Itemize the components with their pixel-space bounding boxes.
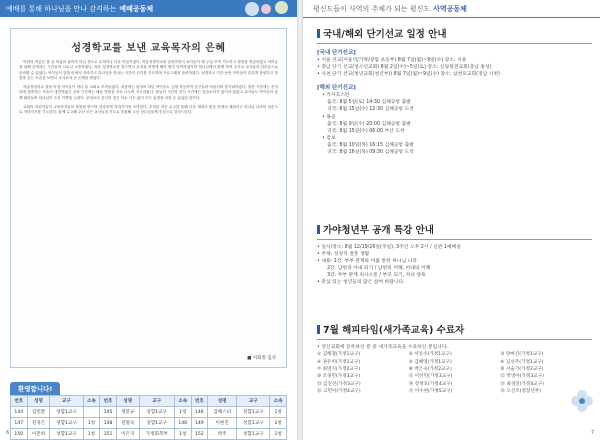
happytime-intro: • 영산교회에 등록하신 분 중 새가족교육을 수료하신 분입니다. xyxy=(317,345,448,350)
lecture-item: 2강. 남편과 아내 되기 / 남편의 이해, 아내의 이해 xyxy=(327,266,431,272)
table-cell: 1청 xyxy=(83,418,100,429)
lecture-section xyxy=(317,222,592,287)
list-item: ① 김해철(가정1교구) xyxy=(317,352,361,358)
domestic-title: [국내 단기선교] xyxy=(317,50,356,56)
table-cell xyxy=(83,407,100,418)
table-cell: 1청 xyxy=(270,418,287,429)
col-header: 번호 xyxy=(100,396,117,407)
essay-body xyxy=(11,54,286,116)
section-bar-icon xyxy=(317,29,320,38)
list-item: ⑯ 고민아(가정4교구) xyxy=(317,389,361,395)
list-item: ⑧ 박은숙(가정2교구) xyxy=(408,366,452,372)
col-header: 번호 xyxy=(11,396,28,407)
lecture-item: • 일시/장소: 8월 12/19/26일(주일), 3주간 오후 2시 / 신관 1예배실 xyxy=(317,245,461,250)
col-header: 소속 xyxy=(83,396,100,407)
col-header: 교구 xyxy=(237,396,270,407)
list-item: ⑭ 강정호(가정4교구) xyxy=(408,381,453,387)
overseas-item: 출국: 8월 10일(목) 16:15 김해공항 출발 xyxy=(327,142,414,148)
happytime-title: 7월 해피타임(새가족교육) 수료자 xyxy=(323,325,465,336)
overseas-item: • 몽골 xyxy=(322,114,336,120)
section-bar-icon xyxy=(317,325,320,334)
domestic-item: • 사천 단기 선교(청년교회(청년부)) 8월 7일(월)~9일(수) 장소: 삼천포교회(경남 사천) xyxy=(317,72,500,78)
table-cell: 이현진 xyxy=(208,418,237,429)
table-cell: 가정회복부 xyxy=(139,429,174,440)
list-item: ⑪ 이선민(가정3교구) xyxy=(408,374,453,380)
table-cell: 박주 xyxy=(208,429,237,440)
table-row xyxy=(11,418,287,429)
list-item: ② 서동수(가정1교구) xyxy=(408,352,452,358)
table-cell: 성합1교구 xyxy=(50,429,83,440)
lecture-item: 3강. 부부 관계 의사소통 / 부모 되기, 자녀 양육 xyxy=(327,273,426,279)
graduate-list xyxy=(317,351,592,395)
right-page-number: 7 xyxy=(590,430,594,436)
right-page-header xyxy=(303,0,600,18)
welcome-title: 환영합니다! xyxy=(10,382,60,395)
table-cell: 145 xyxy=(100,407,117,418)
lecture-item: • 내용: 1강. 부부 관계와 이를 통한 하나님 나라 xyxy=(317,259,417,265)
flower-decoration-icon xyxy=(568,385,596,425)
col-header: 교구 xyxy=(139,396,174,407)
list-item: ⑦ 최영지(가정2교구) xyxy=(317,366,361,372)
section-bar-icon xyxy=(317,225,320,234)
list-item: ⑩ 조경민(가정3교구) xyxy=(317,374,361,380)
table-cell: 147 xyxy=(11,418,28,429)
right-header-prefix: 평신도들이 사역의 주체가 되는 평신도 xyxy=(313,4,431,13)
table-cell: 성합1교구 xyxy=(139,407,174,418)
list-item: ④ 권유미(가정1교구) xyxy=(317,359,361,365)
welcome-table-header-row xyxy=(11,396,287,407)
table-cell: 성합1교구 xyxy=(50,418,83,429)
overseas-item: • 캄보 xyxy=(322,135,336,141)
divider xyxy=(317,239,592,240)
left-page-number: 6 xyxy=(6,430,10,436)
table-cell: 150 xyxy=(11,429,28,440)
list-item: ⑥ 김선주(가정1교구) xyxy=(500,359,544,365)
table-cell: 151 xyxy=(100,429,117,440)
overseas-item: • 카자흐스탄 xyxy=(322,93,350,99)
table-cell: 성합1교구 xyxy=(237,429,270,440)
table-cell: 152 xyxy=(191,429,208,440)
welcome-table xyxy=(10,395,287,440)
col-header: 교구 xyxy=(50,396,83,407)
table-cell: 148 xyxy=(100,418,117,429)
right-header-title: 사역공동체 xyxy=(433,4,467,13)
divider xyxy=(317,43,592,44)
left-page xyxy=(0,0,297,440)
welcome-section xyxy=(10,376,287,440)
essay-box xyxy=(10,28,287,368)
essay-signature: ■ 이화정 집사 xyxy=(247,356,276,361)
table-cell: 1청 xyxy=(174,429,191,440)
table-cell: 1청 xyxy=(83,429,100,440)
col-header: 번호 xyxy=(191,396,208,407)
essay-paragraph: 교회의 어린이들이 교육목자들의 돌봄을 받으며 건강하게 자라가기를 소망한다. 우리의 작은 수고를 통해 다음 세대가 믿음 안에서 세워지고 하나님 나라의 일꾼으로 자라가기를 기도한다. 함께 수고해 주신 모든 교사들과 기도로 후원해 주신 성도님들께 진심으로 감사드린다. xyxy=(19,105,278,115)
table-cell: 148 xyxy=(174,418,191,429)
mission-title: 국내/해외 단기선교 일정 안내 xyxy=(323,29,447,40)
list-item: ⑮ 최경연(가정4교구) xyxy=(500,381,544,387)
mission-title-row xyxy=(317,26,592,40)
essay-title: 성경학교를 보낸 교육목자의 은혜 xyxy=(71,43,226,54)
essay-paragraph: 이번의 여름은 참 유 비율의 날씨가 아닐 정도로 무척이나 더운 여름이었다. 여름성경학교를 준비하면서 교사들이 매 주일 모여 기도하고 찬양을 연습하였고 아이들을 위해 준비하는 시간들이 너무나 소중하였다. 처음 성경학교를 맡으면서 무엇을 어떻게 해야 할지 막막하였지만 하나님께서 함께 하여 주셔서 교사들과 한마음으로 준비할 수 있었다. 아이들이 말씀 안에서 자라가고 하나님을 만나는 시간이 되기를 기도하며 프로그램을 준비하였다. 성경학교 기간 동안 아이들이 즐겁게 찬양하고 말씀을 듣는 모습을 보면서 교사로서 큰 은혜를 받았다. xyxy=(19,60,278,80)
table-cell: 149 xyxy=(191,418,208,429)
list-item: ⑤ 김혜영(가정1교구) xyxy=(408,359,452,365)
overseas-item: 출국: 8월 5일(토) 14:30 김해공항 출발 xyxy=(327,100,411,106)
col-header: 성명 xyxy=(27,396,50,407)
list-item: ⑱ 오신조(청장년부) xyxy=(500,389,542,395)
divider xyxy=(317,339,592,340)
col-header: 소속 xyxy=(174,396,191,407)
col-header: 성명 xyxy=(116,396,139,407)
lecture-item: • 관심 있는 청년들의 많은 참여 바랍니다. xyxy=(317,280,405,286)
list-item: ⑫ 박영아(가정3교구) xyxy=(500,374,544,380)
table-row xyxy=(11,429,287,440)
lecture-title: 가야청년부 공개 특강 안내 xyxy=(323,225,434,236)
table-cell: 김민환 xyxy=(27,407,50,418)
happytime-section xyxy=(317,322,592,396)
domestic-item: • 서울 선교(서울역/가락/광림 초등부) 8월 7일(월)~9일(수) 장소: 서울 xyxy=(317,58,467,63)
table-cell: 이은지 xyxy=(116,429,139,440)
overseas-item: 귀국: 8월 15일(수) 06:00 부산 도착 xyxy=(327,128,405,134)
right-page xyxy=(303,0,600,440)
left-header-title: 예배공동체 xyxy=(119,4,154,13)
header-decoration xyxy=(237,0,297,17)
essay-paragraph: 여름성경학교 첫날 아침 아이들이 하나 둘 교회로 모여들었다. 처음에는 낯설어 하던 아이들도 금세 적응하여 친구들과 어울리며 즐거워하였다. 말씀 시간에는 진지하게 집중하는 모습이 대견하였고 공과 시간에는 배운 말씀을 서로 나누며 기도하였다. 물놀이 시간과 간식 시간에는 웃음소리가 끊이지 않았고 교사들도 아이들과 함께 뛰어놀며 하나님이 주신 기쁨을 누렸다. 무엇보다 감사한 것은 아무 사고 없이 모든 일정을 마칠 수 있었던 것이다. xyxy=(19,85,278,100)
overseas-item: 귀국: 8월 16일(목) 09:30 김해공항 도착 xyxy=(327,150,414,156)
happytime-title-row xyxy=(317,322,592,336)
table-cell: 성합1교구 xyxy=(139,418,174,429)
table-cell: 144 xyxy=(11,407,28,418)
table-cell: 1청 xyxy=(270,429,287,440)
table-cell: 성합1교구 xyxy=(237,407,270,418)
table-cell: 성합1교구 xyxy=(237,418,270,429)
table-cell: 전명숙 xyxy=(116,418,139,429)
col-header: 성명 xyxy=(208,396,237,407)
table-cell: 전경은 xyxy=(27,418,50,429)
overseas-item: 출국: 8월 9일(수) 20:00 김해공항 출발 xyxy=(327,121,411,127)
table-cell: 성합1교구 xyxy=(50,407,83,418)
table-cell: 이춘희 xyxy=(27,429,50,440)
overseas-item: 귀국: 8월 15일(수) 12:30 김해공항 도착 xyxy=(327,107,414,113)
col-header: 소속 xyxy=(270,396,287,407)
table-row xyxy=(11,407,287,418)
mission-section xyxy=(317,26,592,156)
essay-author: 이화정 집사 xyxy=(252,356,276,361)
overseas-title: [해외 단기선교] xyxy=(317,85,356,92)
table-cell: 1청 xyxy=(174,407,191,418)
left-header-prefix: 예배를 통해 하나님을 만나 감격하는 xyxy=(6,4,117,13)
table-cell: 김해스터 xyxy=(208,407,237,418)
list-item: ⑰ 이수현(가정5교구) xyxy=(408,389,453,395)
list-item: ⑨ 서슬기(가정2교구) xyxy=(500,366,544,372)
list-item: ③ 양마진(가정1교구) xyxy=(500,352,544,358)
list-item: ⑬ 김진선(가정3교구) xyxy=(317,381,361,387)
lecture-item: • 주제: 성경적 결혼 생활 xyxy=(317,252,370,258)
domestic-item: • 충남 단기 선교(청소년교회) 8월 2일(수)~5일(토) 장소: 신당북전교회(충남 홍성) xyxy=(317,65,492,71)
table-cell: 146 xyxy=(191,407,208,418)
lecture-title-row xyxy=(317,222,592,236)
table-cell: 1청 xyxy=(270,407,287,418)
table-cell: 정봉규 xyxy=(116,407,139,418)
